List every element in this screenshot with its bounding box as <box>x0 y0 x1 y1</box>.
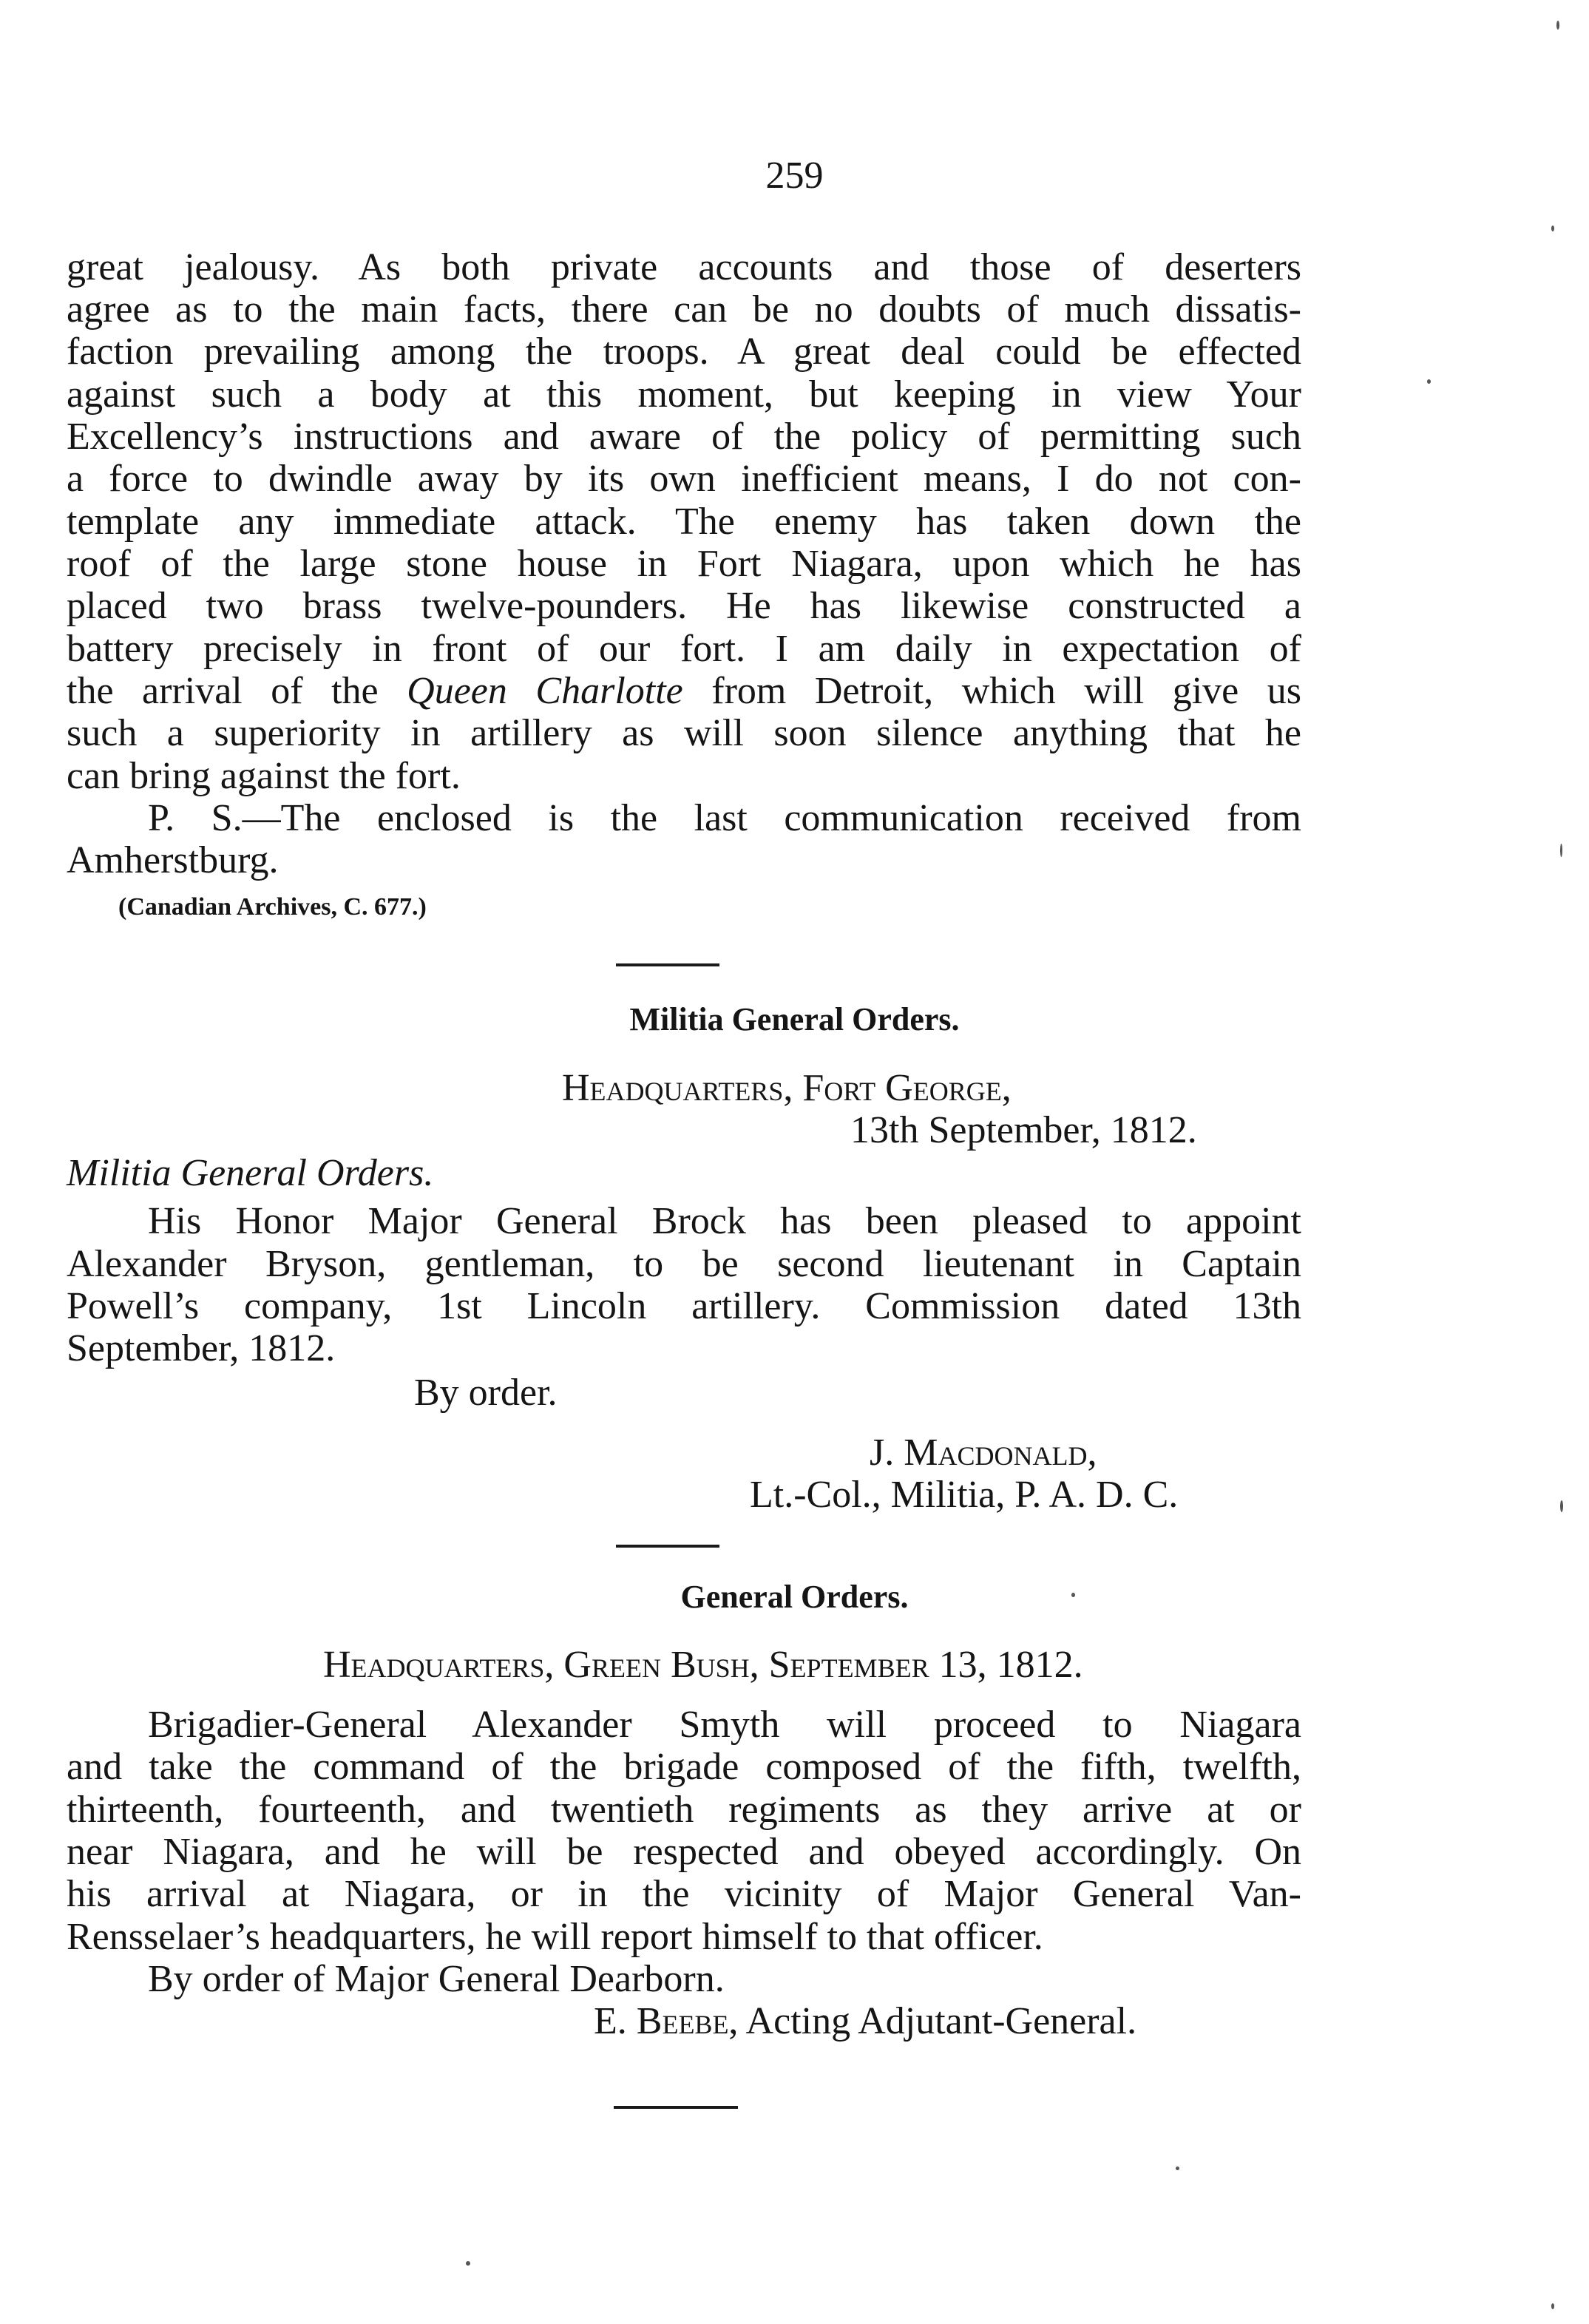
general-signature <box>594 1998 1136 2045</box>
section-heading-militia: Militia General Orders. <box>629 1001 960 1037</box>
section-divider <box>616 1545 719 1548</box>
text-line: September, 1812. <box>67 1327 336 1369</box>
text-line: can bring against the fort. <box>67 755 461 797</box>
scan-speck <box>1176 2167 1179 2170</box>
section-divider <box>616 963 719 966</box>
scan-speck <box>1556 21 1559 30</box>
scan-speck <box>1560 1500 1563 1512</box>
militia-headquarters: Headquarters, Fort George, <box>562 1067 1012 1109</box>
scan-speck <box>1427 379 1431 384</box>
scan-speck <box>1551 2303 1554 2309</box>
text-line: Excellency’s instructions and aware of the policy of permitting such <box>67 416 1301 458</box>
text-line: agree as to the main facts, there can be no doubts of much dissatis- <box>67 288 1301 331</box>
text-line: Brigadier-General Alexander Smyth will proceed to Niagara <box>148 1704 1301 1746</box>
text-line: such a superiority in artillery as will soon silence anything that he <box>67 712 1301 754</box>
text-segment: the arrival of the <box>67 670 407 712</box>
source-citation: (Canadian Archives, C. 677.) <box>118 893 427 921</box>
text-line-queen-charlotte <box>67 668 1301 715</box>
scan-speck <box>1551 226 1554 231</box>
militia-date: 13th September, 1812. <box>850 1109 1197 1151</box>
scan-speck <box>466 2261 470 2266</box>
section-heading-general: General Orders. <box>680 1579 909 1615</box>
text-line: against such a body at this moment, but keeping in view Your <box>67 373 1301 416</box>
scan-speck <box>1071 1593 1075 1597</box>
text-line: Powell’s company, 1st Lincoln artillery. Commission dated 13th <box>67 1285 1301 1327</box>
militia-subtitle: Militia General Orders. <box>67 1152 434 1194</box>
scan-speck <box>1560 844 1562 857</box>
text-line: faction prevailing among the troops. A great deal could be effected <box>67 331 1301 373</box>
general-by-order: By order of Major General Dearborn. <box>148 1958 725 2000</box>
text-line: roof of the large stone house in Fort Niagara, upon which he has <box>67 543 1301 585</box>
text-line: placed two brass twelve-pounders. He has likewise constructed a <box>67 585 1301 627</box>
text-line: his arrival at Niagara, or in the vicinity of Major General Van- <box>67 1873 1301 1915</box>
ship-name: Queen Charlotte <box>407 670 683 712</box>
text-line: and take the command of the brigade composed of the fifth, twelfth, <box>67 1746 1301 1788</box>
signature-name: E. Beebe, <box>594 2000 739 2042</box>
section-divider <box>614 2106 738 2109</box>
postscript-line: Amherstburg. <box>67 839 279 881</box>
text-line: His Honor Major General Brock has been pleased to appoint <box>148 1200 1301 1242</box>
text-line: thirteenth, fourteenth, and twentieth regiments as they arrive at or <box>67 1789 1301 1831</box>
text-line: battery precisely in front of our fort. I am daily in expectation of <box>67 628 1301 670</box>
text-segment: from Detroit, which will give us <box>682 670 1302 712</box>
text-line: great jealousy. As both private accounts and those of deserters <box>67 246 1301 288</box>
page-number: 259 <box>765 155 824 197</box>
general-headquarters: Headquarters, Green Bush, September 13, 1812. <box>323 1644 1083 1686</box>
text-line: Alexander Bryson, gentleman, to be second lieutenant in Captain <box>67 1243 1301 1285</box>
militia-signer: J. Macdonald, <box>870 1432 1097 1474</box>
signature-title: Acting Adjutant-General. <box>738 2000 1137 2042</box>
militia-signer-title: Lt.-Col., Militia, P. A. D. C. <box>750 1474 1179 1516</box>
text-line: template any immediate attack. The enemy has taken down the <box>67 501 1301 543</box>
text-line: near Niagara, and he will be respected and obeyed accordingly. On <box>67 1831 1301 1873</box>
militia-by-order: By order. <box>414 1372 558 1414</box>
text-line: Rensselaer’s headquarters, he will report himself to that officer. <box>67 1916 1043 1958</box>
postscript-line: P. S.—The enclosed is the last communication received from <box>148 797 1301 839</box>
text-line: a force to dwindle away by its own inefficient means, I do not con- <box>67 458 1301 500</box>
